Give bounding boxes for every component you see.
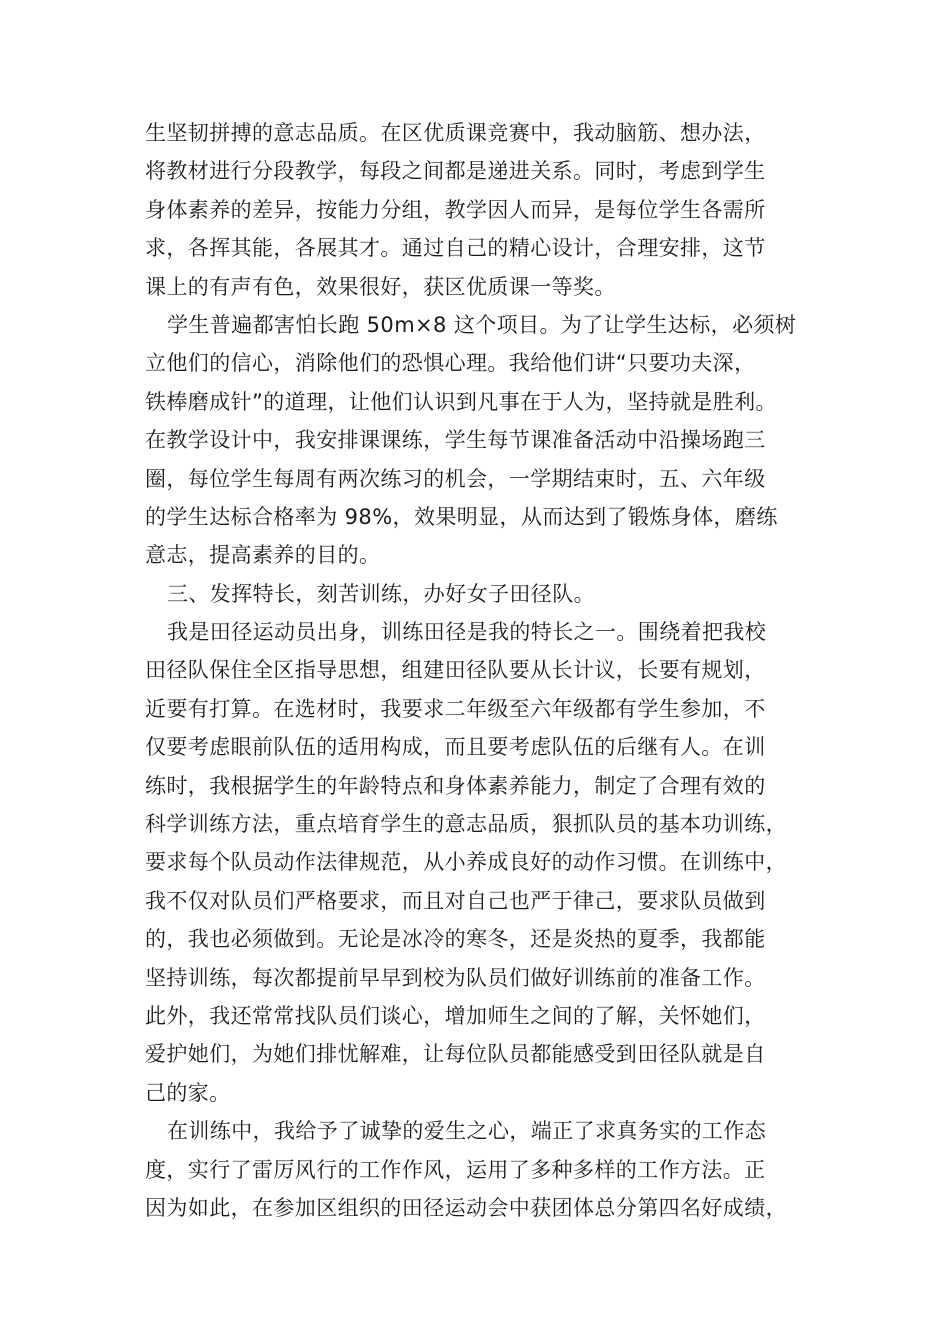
text-line: 课上的有声有色，效果很好，获区优质课一等奖。 <box>145 274 616 299</box>
text-line: 意志，提高素养的目的。 <box>145 543 381 568</box>
text-line: 度，实行了雷厉风行的工作作风，运用了多种多样的工作方法。正 <box>145 1157 766 1182</box>
text-line: 科学训练方法，重点培育学生的意志品质，狠抓队员的基本功训练， <box>145 812 787 837</box>
text-line: 爱护她们，为她们排忧解难，让每位队员都能感受到田径队就是自 <box>145 1042 766 1067</box>
text-line: 坚持训练，每次都提前早早到校为队员们做好训练前的准备工作。 <box>145 965 766 990</box>
paragraph-start-line: 我是田径运动员出身，训练田径是我的特长之一。围绕着把我校 <box>167 620 767 645</box>
document-page <box>145 114 825 1227</box>
text-line: 求，各挥其能，各展其才。通过自己的精心设计，合理安排，这节 <box>145 236 766 261</box>
text-line: 仅要考虑眼前队伍的适用构成，而且要考虑队伍的后继有人。在训 <box>145 735 766 760</box>
text-line: 此外，我还常常找队员们谈心，增加师生之间的了解，关怀她们， <box>145 1003 766 1028</box>
text-line: 的学生达标合格率为 98%，效果明显，从而达到了锻炼身体，磨练 <box>145 504 778 529</box>
text-line: 铁棒磨成针”的道理，让他们认识到凡事在于人为，坚持就是胜利。 <box>145 389 777 414</box>
text-line: 己的家。 <box>145 1080 231 1105</box>
text-line: 生坚韧拼搏的意志品质。在区优质课竞赛中，我动脑筋、想办法， <box>145 121 766 145</box>
text-line: 要求每个队员动作法律规范，从小养成良好的动作习惯。在训练中， <box>145 850 787 875</box>
text-line: 田径队保住全区指导思想，组建田径队要从长计议，长要有规划， <box>145 658 766 683</box>
text-line: 我不仅对队员们严格要求，而且对自己也严于律己，要求队员做到 <box>145 888 766 913</box>
text-line: 立他们的信心，消除他们的恐惧心理。我给他们讲“只要功夫深， <box>145 351 756 376</box>
text-line: 圈，每位学生每周有两次练习的机会，一学期结束时，五、六年级 <box>145 466 766 491</box>
text-line: 的，我也必须做到。无论是冰冷的寒冬，还是炎热的夏季，我都能 <box>145 927 766 952</box>
paragraph-start-line: 学生普遍都害怕长跑 50m×8 这个项目。为了让学生达标，必须树 <box>167 312 797 337</box>
text-line: 在教学设计中，我安排课课练，学生每节课准备活动中沿操场跑三 <box>145 428 766 453</box>
text-line: 身体素养的差异，按能力分组，教学因人而异，是每位学生各需所 <box>145 197 766 222</box>
text-line: 近要有打算。在选材时，我要求二年级至六年级都有学生参加，不 <box>145 696 766 721</box>
section-heading: 三、发挥特长，刻苦训练，办好女子田径队。 <box>167 581 595 606</box>
paragraph-start-line: 在训练中，我给予了诚挚的爱生之心，端正了求真务实的工作态 <box>167 1119 767 1144</box>
text-line: 练时，我根据学生的年龄特点和身体素养能力，制定了合理有效的 <box>145 773 766 798</box>
text-line: 将教材进行分段教学，每段之间都是递进关系。同时，考虑到学生 <box>145 159 766 184</box>
text-line: 因为如此，在参加区组织的田径运动会中获团体总分第四名好成绩， <box>145 1195 787 1220</box>
